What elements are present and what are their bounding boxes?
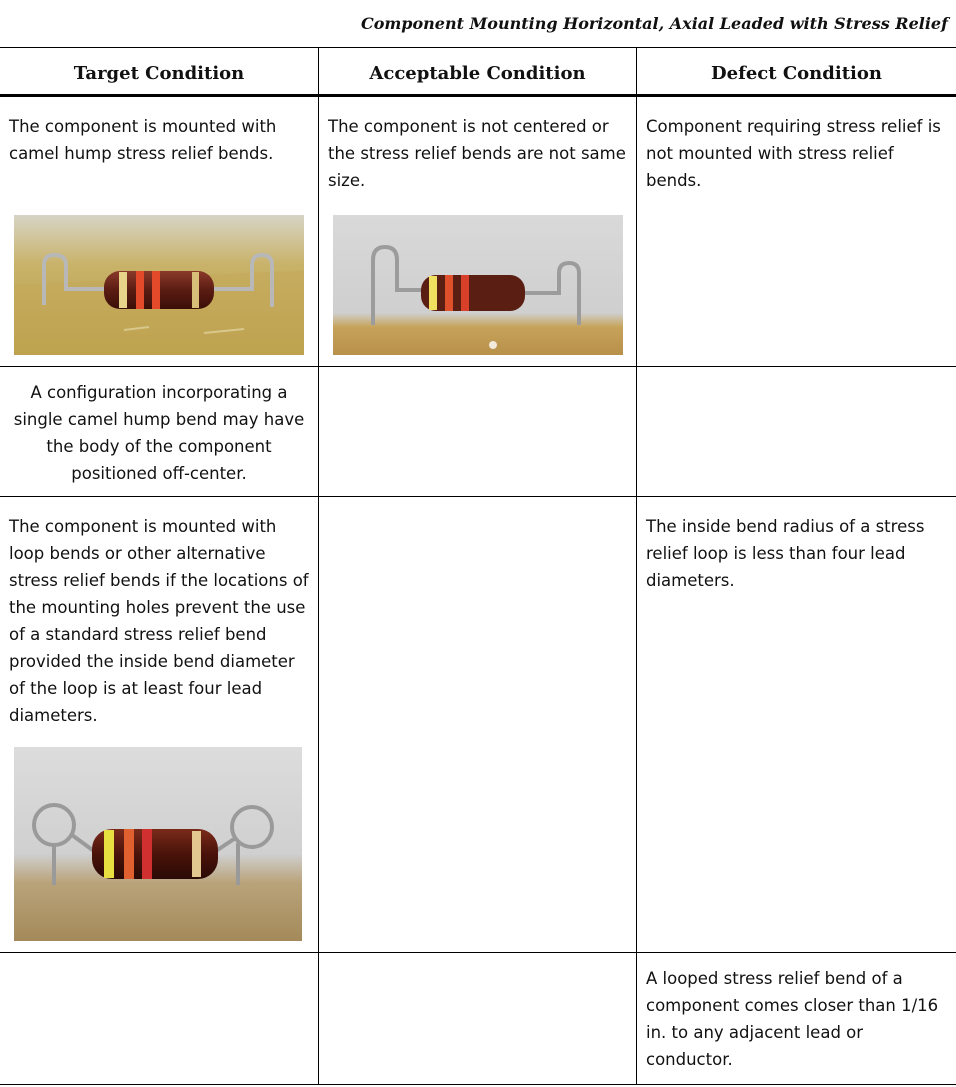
row1-acceptable-cell — [318, 97, 636, 366]
table-row — [0, 953, 956, 1085]
row4-defect-cell — [636, 953, 956, 1084]
row3-target-cell — [0, 497, 318, 952]
row2-defect-cell — [636, 367, 956, 496]
row3-target-text: The component is mounted with loop bends or other alternative stress relief bends if the locations of the mounting holes prevent the use of a standard stress relief bend provided the inside bend diameter of the loop is at least four lead diameters. — [9, 517, 309, 725]
row2-target-cell — [0, 367, 318, 496]
row4-target-cell — [0, 953, 318, 1084]
row3-defect-cell — [636, 497, 956, 952]
camel-hump-resistor-photo — [14, 215, 304, 355]
table-row — [0, 97, 956, 367]
offcenter-resistor-photo — [333, 215, 623, 355]
page-title: Component Mounting Horizontal, Axial Leaded with Stress Relief — [360, 14, 948, 33]
header-defect: Defect Condition — [636, 48, 956, 94]
table-row — [0, 367, 956, 497]
header-acceptable: Acceptable Condition — [318, 48, 636, 94]
row1-defect-text: Component requiring stress relief is not mounted with stress relief bends. — [646, 117, 941, 190]
row1-acceptable-text: The component is not centered or the stress relief bends are not same size. — [328, 117, 626, 190]
row1-target-text: The component is mounted with camel hump stress relief bends. — [9, 117, 277, 163]
row1-defect-cell — [636, 97, 956, 366]
row1-target-cell — [0, 97, 318, 366]
header-target: Target Condition — [73, 63, 245, 84]
table-header-row — [0, 48, 956, 97]
table-row — [0, 497, 956, 953]
loop-bend-resistor-photo — [14, 747, 302, 941]
row2-target-text: A configuration incorporating a single camel hump bend may have the body of the component positioned off-center. — [13, 383, 305, 483]
row2-acceptable-cell — [318, 367, 636, 496]
row3-acceptable-cell — [318, 497, 636, 952]
row3-defect-text: The inside bend radius of a stress relief loop is less than four lead diameters. — [646, 517, 925, 590]
row4-defect-text: A looped stress relief bend of a component comes closer than 1/16 in. to any adjacent lead or conductor. — [646, 969, 939, 1069]
row4-acceptable-cell — [318, 953, 636, 1084]
